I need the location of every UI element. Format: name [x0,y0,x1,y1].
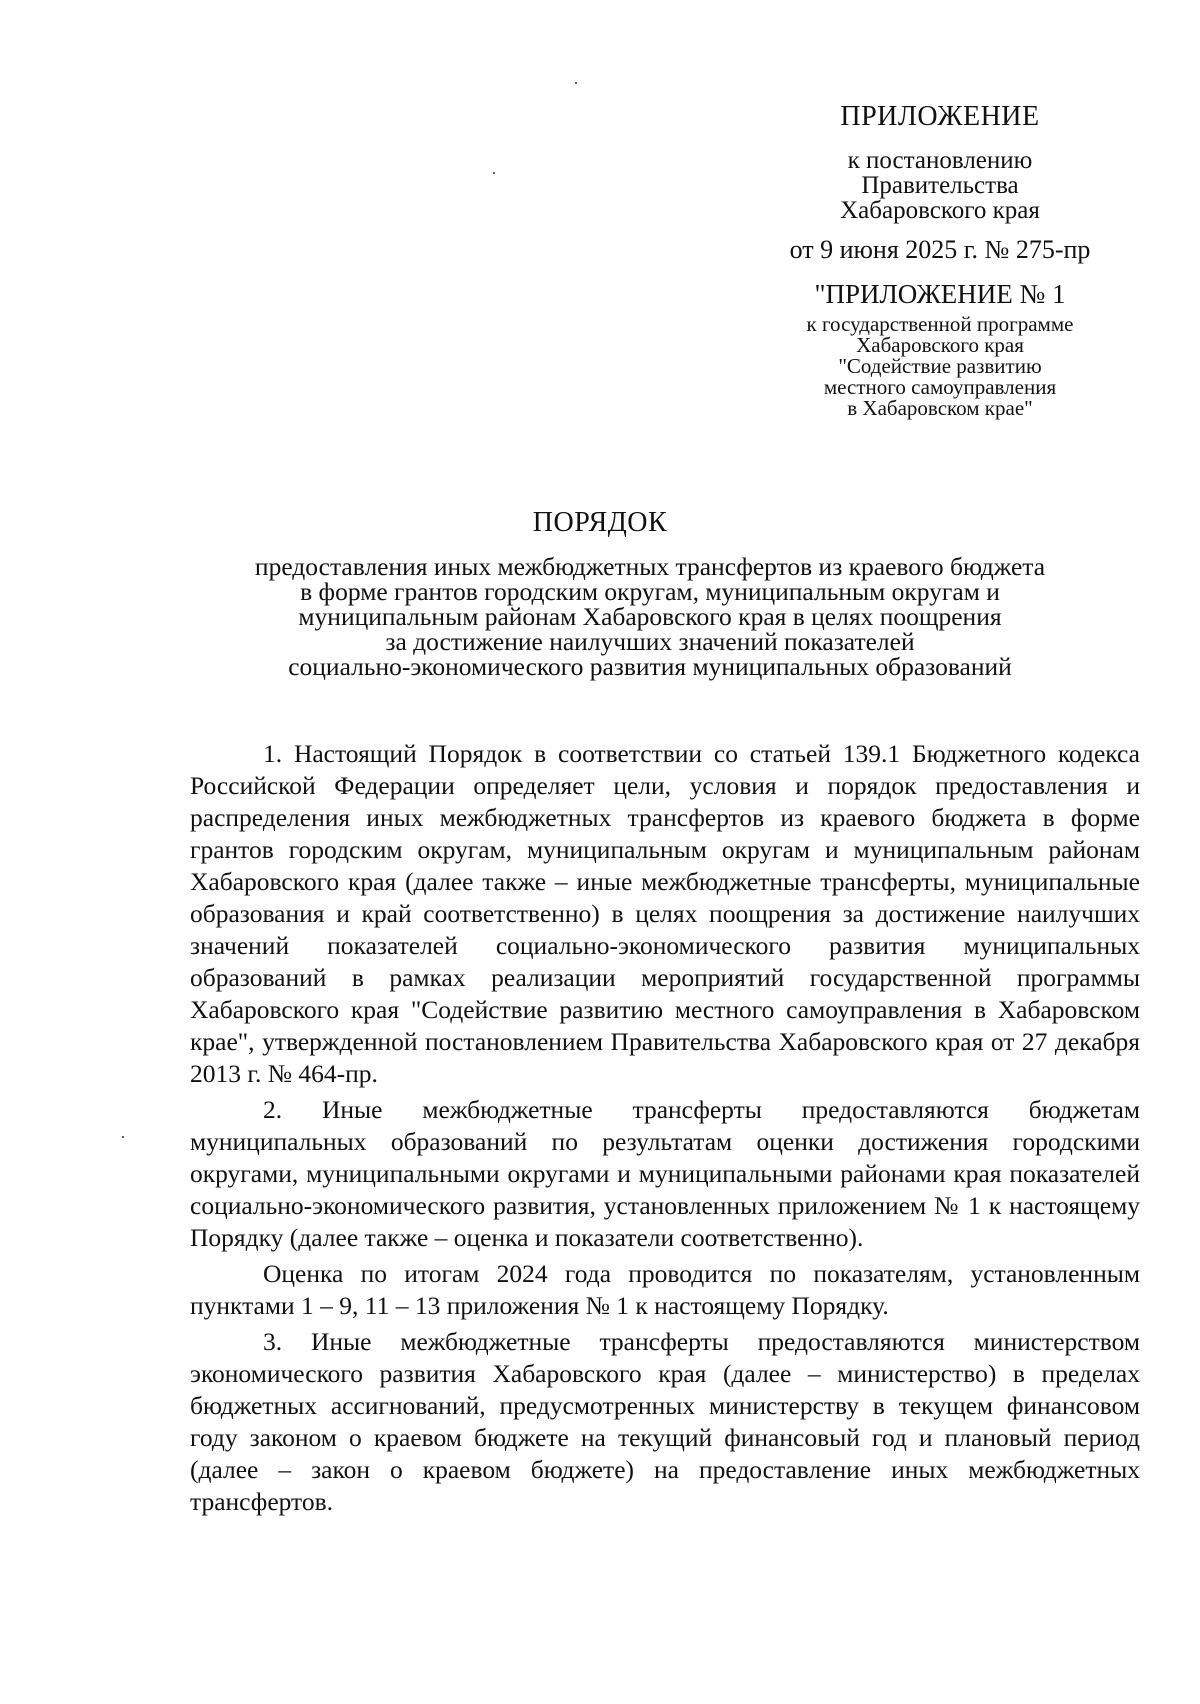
annex-line: "Содействие развитию [838,354,1042,378]
approval-date: от 9 июня 2025 г. № 275-пр [789,235,1091,264]
subtitle-line: в форме грантов городским округам, муниципальным округам и [300,577,1000,606]
document-subtitle [200,554,1100,679]
subtitle-line: муниципальным районам Хабаровского края в целях поощрения [298,602,1002,631]
approval-header [760,100,1120,265]
approval-line: Правительства [861,172,1019,199]
paragraph-3: 3. Иные межбюджетные трансферты предоставляются министерством экономического развития Хабаровского края (далее – министерство) в пределах бюджетных ассигнований, предусмотренных министерству в текущем финансовом году законом о краевом бюджете на текущий финансовый год и плановый период (далее – закон о краевом бюджете) на предоставление иных межбюджетных трансфертов. [190,1327,1140,1516]
document-title: ПОРЯДОК [532,507,668,538]
scan-speck [493,172,495,174]
approval-title: ПРИЛОЖЕНИЕ [840,101,1040,132]
annex-line: в Хабаровском крае" [847,396,1033,420]
subtitle-line: социально-экономического развития муниципальных образований [288,652,1012,681]
approval-line: Хабаровского края [840,197,1040,224]
annex-line: к государственной программе [806,312,1074,336]
annex-line: Хабаровского края [856,333,1024,357]
paragraph-1: 1. Настоящий Порядок в соответствии со статьей 139.1 Бюджетного кодекса Российской Федерации определяет цели, условия и порядок предоставления и распределения иных межбюджетных трансфертов из краевого бюджета в форме грантов городским округам, муниципальным округам и муниципальным районам Хабаровского края (далее также – иные межбюджетные трансферты, муниципальные образования и край соответственно) в целях поощрения за достижение наилучших значений показателей социально-экономического развития муниципальных образований в рамках реализации мероприятий государственной программы Хабаровского края "Содействие развитию местного самоуправления в Хабаровском крае", утвержденной постановлением Правительства Хабаровского края от 27 декабря 2013 г. № 464-пр. [190,739,1140,1088]
approval-line: к постановлению [847,147,1033,174]
subtitle-line: за достижение наилучших значений показателей [385,627,915,656]
scan-speck [122,1136,124,1138]
annex-line: местного самоуправления [823,375,1057,399]
document-body [190,738,1140,1518]
annex-header [760,278,1120,419]
annex-title: "ПРИЛОЖЕНИЕ № 1 [814,279,1066,309]
scan-speck [575,82,577,84]
paragraph-2: 2. Иные межбюджетные трансферты предоставляются бюджетам муниципальных образований по результатам оценки достижения городскими округами, муниципальными округами и муниципальными районами края показателей социально-экономического развития, установленных приложением № 1 к настоящему Порядку (далее также – оценка и показатели соответственно). [190,1095,1140,1252]
subtitle-line: предоставления иных межбюджетных трансфертов из краевого бюджета [254,552,1046,581]
paragraph-2-note: Оценка по итогам 2024 года проводится по показателям, установленным пунктами 1 – 9, 11 – 13 приложения № 1 к настоящему Порядку. [190,1259,1140,1320]
